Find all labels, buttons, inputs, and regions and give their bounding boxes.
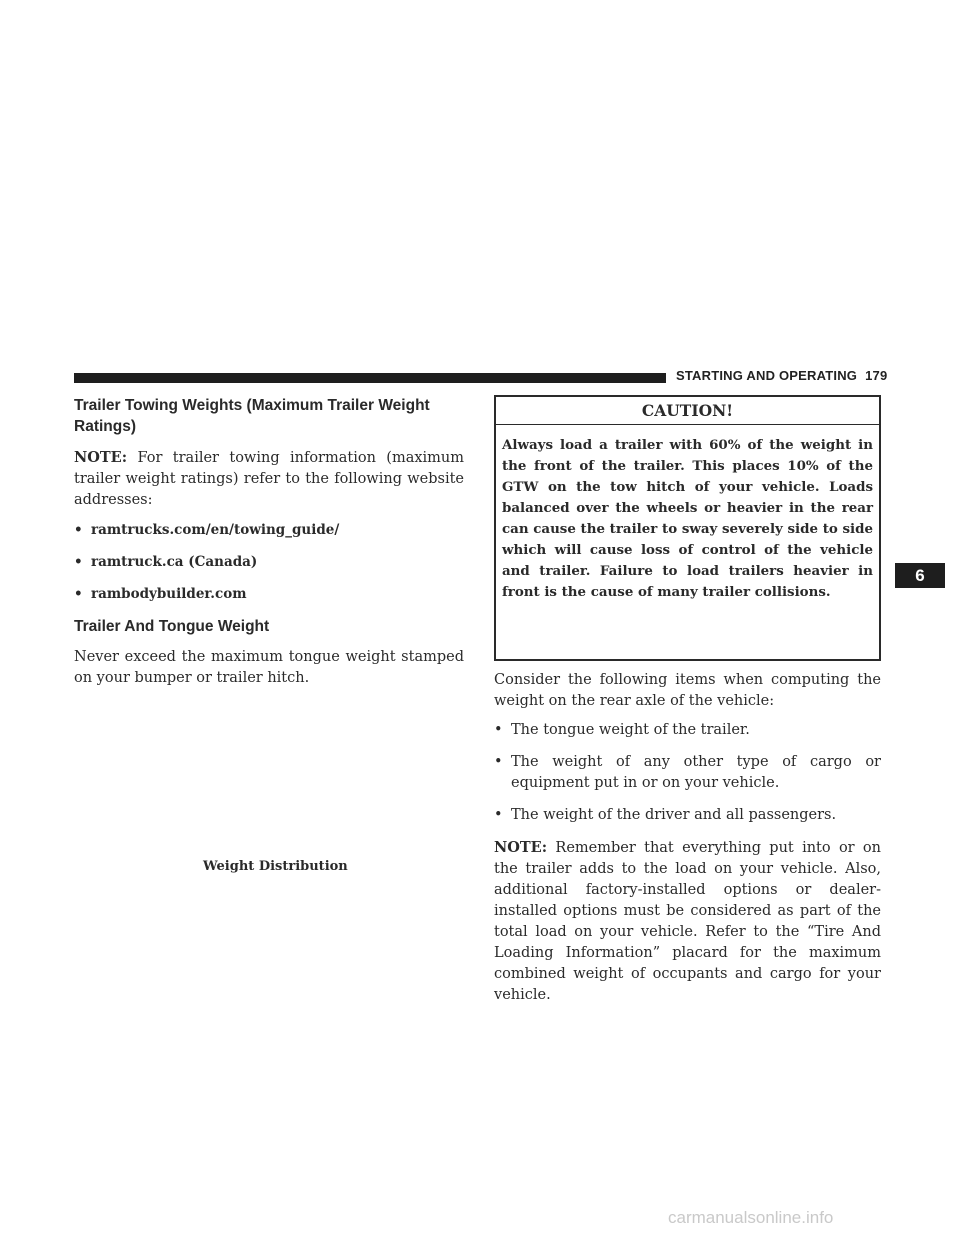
bullet-icon: •: [494, 754, 503, 770]
page-number: 179: [865, 368, 888, 383]
caution-body: Always load a trailer with 60% of the weight in the front of the trailer. This places 10% of the GTW on the tow hitch of your vehicle. Loads balanced over the wheels or heavier in the rear can cause the trailer to sway severely side to side which will cause loss of control of the vehicle and trailer. Failure to load trailers heavier in front is the cause of many trailer collisions.: [502, 437, 873, 600]
list-item: [74, 552, 464, 573]
chapter-tab: 6: [895, 563, 945, 588]
url-text: rambodybuilder.com: [91, 586, 247, 602]
bullet-icon: •: [74, 522, 83, 538]
list-item: [494, 752, 881, 794]
paragraph-rear-axle: Consider the following items when computing the weight on the rear axle of the vehicle:: [494, 672, 881, 709]
note-text: For trailer towing information (maximum trailer weight ratings) refer to the following website addresses:: [74, 450, 465, 508]
watermark: carmanualsonline.info: [668, 1208, 834, 1227]
list-item: [494, 805, 881, 826]
list-item: [494, 720, 881, 741]
figure-caption: Weight Distribution: [203, 859, 348, 874]
item-text: The weight of any other type of cargo or equipment put in or on your vehicle.: [511, 754, 881, 791]
item-text: The tongue weight of the trailer.: [511, 722, 750, 738]
note-text: Remember that everything put into or on the trailer adds to the load on your vehicle. Also, additional factory-installed options or dealer-installed options must be considered as part of the total load on your vehicle. Refer to the “Tire And Loading Information” placard for the maximum combined weight of occupants and cargo for your vehicle.: [494, 840, 881, 1003]
list-item: [74, 584, 464, 605]
url-text: ramtruck.ca (Canada): [91, 554, 258, 570]
bullet-icon: •: [494, 722, 503, 738]
section-title: STARTING AND OPERATING: [676, 368, 858, 383]
heading-tongue-weight: Trailer And Tongue Weight: [74, 618, 270, 635]
weight-distribution-figure: [74, 635, 464, 850]
url-text: ramtrucks.com/en/towing_guide/: [91, 522, 340, 538]
heading-towing-weights: Trailer Towing Weights (Maximum Trailer Weight Ratings): [74, 397, 430, 435]
list-item: [74, 520, 464, 541]
note-label: NOTE:: [494, 839, 548, 856]
paragraph-tongue-weight: Never exceed the maximum tongue weight stamped on your bumper or trailer hitch.: [74, 649, 464, 686]
weight-items-list: [494, 720, 881, 826]
bullet-icon: •: [74, 554, 83, 570]
right-column: [494, 395, 881, 1006]
url-list: [74, 520, 464, 605]
caution-title: CAUTION!: [641, 401, 734, 420]
note-label: NOTE:: [74, 449, 128, 466]
bullet-icon: •: [74, 586, 83, 602]
note-load: [494, 837, 881, 1006]
item-text: The weight of the driver and all passengers.: [511, 807, 837, 823]
note-towing-info: [74, 447, 464, 511]
running-header: [676, 368, 887, 383]
caution-box: [494, 395, 881, 661]
header-rule: [74, 373, 666, 383]
bullet-icon: •: [494, 807, 503, 823]
